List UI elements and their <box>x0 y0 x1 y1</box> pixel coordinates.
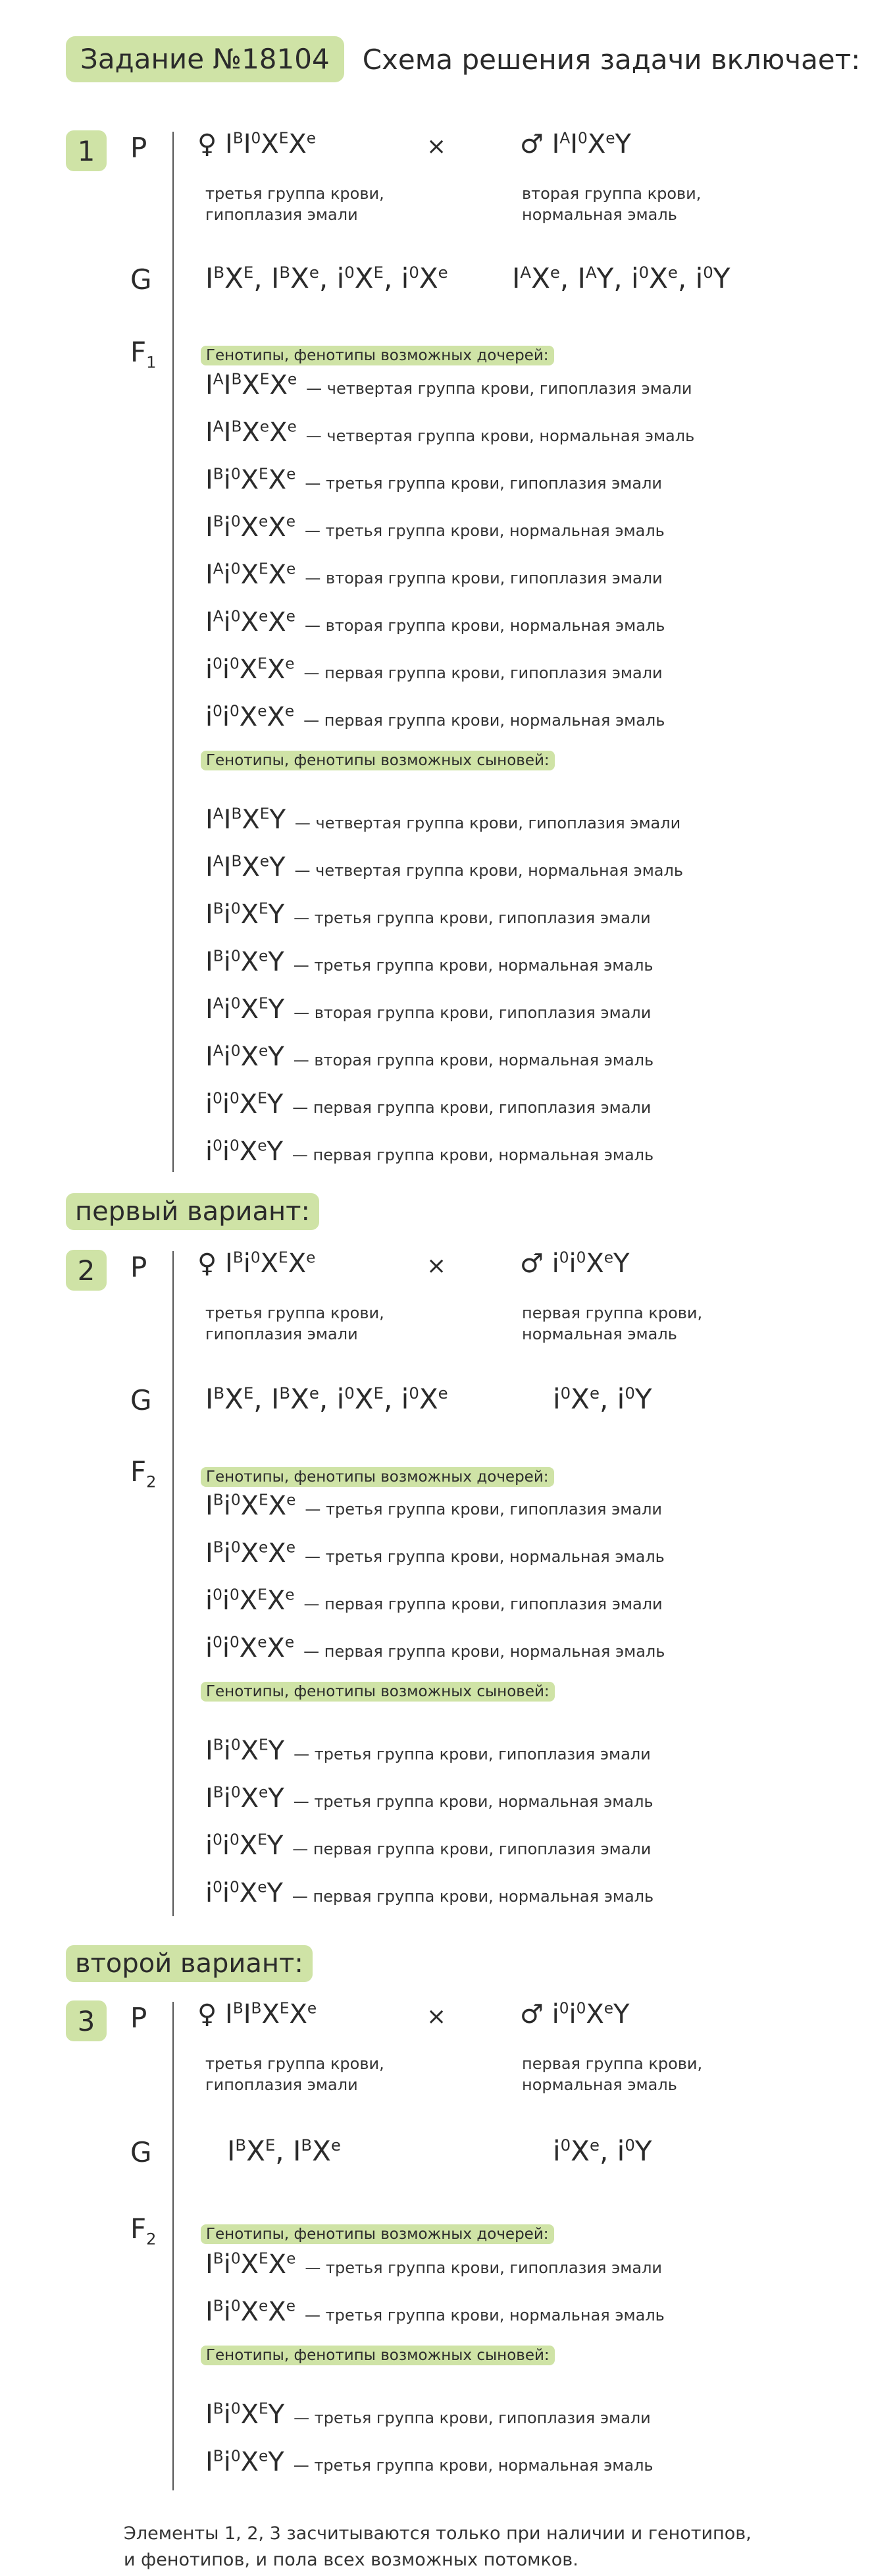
page-title: Схема решения задачи включает: <box>362 43 861 76</box>
offspring-genotype: $I^Bi^0X^EY$ <box>205 2400 285 2430</box>
parents-label: P <box>130 1251 147 1283</box>
offspring-genotype: $i^0i^0XeXe$ <box>205 702 295 732</box>
offspring-phenotype: — третья группа крови, нормальная эмаль <box>293 956 654 975</box>
offspring-phenotype: — третья группа крови, нормальная эмаль <box>304 2306 665 2324</box>
daughters-header: Генотипы, фенотипы возможных дочерей: <box>201 1467 554 1487</box>
offspring-phenotype: — вторая группа крови, гипоплазия эмали <box>305 569 663 587</box>
offspring-phenotype: — третья группа крови, гипоплазия эмали <box>294 2409 651 2427</box>
son-row <box>205 1831 651 1861</box>
gametes-label: G <box>130 2136 152 2168</box>
son-row <box>205 1783 654 1813</box>
offspring-genotype: $i^0i^0XeY$ <box>205 1137 283 1167</box>
offspring-phenotype: — вторая группа крови, нормальная эмаль <box>293 1051 654 1069</box>
female-phenotype: третья группа крови, гипоплазия эмали <box>205 1304 384 1343</box>
offspring-genotype: $I^AI^BXeY$ <box>205 852 286 882</box>
son-row <box>205 994 651 1025</box>
offspring-label-letter: F <box>130 2213 147 2245</box>
offspring-label <box>130 2213 156 2248</box>
element-number-badge: 3 <box>66 2000 107 2041</box>
sons-header: Генотипы, фенотипы возможных сыновей: <box>201 2346 555 2365</box>
male-parent <box>520 1248 629 1279</box>
male-gametes: $i^0Xe$, $i^0Y$ <box>553 1383 652 1415</box>
task-number-badge: Задание №18104 <box>66 36 344 82</box>
male-symbol-icon: ♂ <box>520 129 544 159</box>
offspring-genotype: $I^AI^BX^EXe$ <box>205 370 297 400</box>
male-gametes: $i^0Xe$, $i^0Y$ <box>553 2135 652 2167</box>
gametes-label: G <box>130 263 152 296</box>
male-phenotype: первая группа крови, нормальная эмаль <box>522 1304 703 1343</box>
son-row <box>205 1736 651 1766</box>
offspring-genotype: $i^0i^0X^EXe$ <box>205 1586 295 1616</box>
offspring-genotype: $I^AI^BX^EY$ <box>205 805 286 835</box>
vertical-divider <box>172 1251 174 1916</box>
male-parent <box>520 1999 629 2029</box>
element-number-badge: 2 <box>66 1250 107 1291</box>
son-row <box>205 1042 654 1072</box>
female-symbol-icon: ♀ <box>197 1999 217 2029</box>
female-genotype: $I^BI^BX^EXe$ <box>225 1999 317 2029</box>
female-symbol-icon: ♀ <box>197 129 217 159</box>
offspring-generation-index: 2 <box>146 2230 157 2249</box>
offspring-genotype: $I^Bi^0XeY$ <box>205 947 284 977</box>
daughter-row <box>205 2297 665 2327</box>
vertical-divider <box>172 2002 174 2490</box>
son-row <box>205 947 654 977</box>
son-row <box>205 805 680 835</box>
offspring-phenotype: — четвертая группа крови, гипоплазия эмали <box>306 379 692 398</box>
offspring-generation-index: 1 <box>146 353 157 372</box>
offspring-phenotype: — третья группа крови, нормальная эмаль <box>304 522 665 540</box>
offspring-phenotype: — третья группа крови, гипоплазия эмали <box>305 2259 663 2277</box>
offspring-phenotype: — четвертая группа крови, нормальная эмаль <box>305 427 695 445</box>
sons-header: Генотипы, фенотипы возможных сыновей: <box>201 1682 555 1702</box>
female-gametes: $I^BX^E$, $I^BXe$, $i^0X^E$, $i^0Xe$ <box>205 1383 448 1415</box>
daughter-row <box>205 607 665 637</box>
offspring-label <box>130 336 156 371</box>
offspring-genotype: $I^Bi^0X^EXe$ <box>205 465 296 495</box>
offspring-genotype: $i^0i^0X^EY$ <box>205 1089 284 1119</box>
female-phenotype: третья группа крови, гипоплазия эмали <box>205 184 384 224</box>
offspring-genotype: $i^0i^0XeXe$ <box>205 1633 295 1663</box>
offspring-label <box>130 1455 156 1491</box>
daughters-header: Генотипы, фенотипы возможных дочерей: <box>201 346 554 365</box>
daughters-header: Генотипы, фенотипы возможных дочерей: <box>201 2224 554 2244</box>
female-parent <box>197 1999 317 2029</box>
male-phenotype: первая группа крови, нормальная эмаль <box>522 2054 703 2094</box>
son-row <box>205 852 683 882</box>
offspring-phenotype: — третья группа крови, гипоплазия эмали <box>305 1500 663 1518</box>
header <box>66 36 860 82</box>
male-phenotype: вторая группа крови, нормальная эмаль <box>522 184 702 224</box>
daughter-row <box>205 560 663 590</box>
offspring-genotype: $I^Bi^0XeY$ <box>205 1783 284 1813</box>
cross-symbol: × <box>426 1252 447 1279</box>
offspring-phenotype: — первая группа крови, нормальная эмаль <box>292 1887 654 1906</box>
variant-label: второй вариант: <box>66 1945 313 1982</box>
offspring-phenotype: — первая группа крови, гипоплазия эмали <box>303 1595 663 1613</box>
footer-note: Элементы 1, 2, 3 засчитываются только при наличии и генотипов, и фенотипов, и пола всех возможных потомков. <box>124 2523 752 2570</box>
element-number-badge: 1 <box>66 130 107 171</box>
offspring-genotype: $I^Bi^0XeXe$ <box>205 2297 295 2327</box>
parents-label: P <box>130 2002 147 2034</box>
offspring-label-letter: F <box>130 1455 147 1488</box>
offspring-phenotype: — третья группа крови, гипоплазия эмали <box>294 1745 651 1763</box>
offspring-generation-index: 2 <box>146 1472 157 1491</box>
offspring-genotype: $I^Bi^0XeXe$ <box>205 1538 295 1569</box>
son-row <box>205 899 651 930</box>
female-parent <box>197 1248 315 1279</box>
offspring-genotype: $I^Ai^0XeY$ <box>205 1042 284 1072</box>
female-symbol-icon: ♀ <box>197 1248 217 1279</box>
male-genotype: $i^0i^0XeY$ <box>551 1999 630 2029</box>
cross-symbol: × <box>426 2003 447 2030</box>
male-symbol-icon: ♂ <box>520 1999 544 2029</box>
female-genotype: $I^BI^0X^EXe$ <box>225 129 317 159</box>
female-genotype: $I^Bi^0X^EXe$ <box>225 1248 316 1279</box>
offspring-phenotype: — четвертая группа крови, гипоплазия эмали <box>294 814 681 832</box>
son-row <box>205 2447 654 2477</box>
offspring-genotype: $i^0i^0XeY$ <box>205 1878 283 1908</box>
offspring-genotype: $i^0i^0X^EY$ <box>205 1831 284 1861</box>
offspring-phenotype: — третья группа крови, нормальная эмаль <box>304 1547 665 1566</box>
male-parent <box>520 129 631 159</box>
male-symbol-icon: ♂ <box>520 1248 544 1279</box>
gametes-label: G <box>130 1384 152 1416</box>
daughter-row <box>205 1586 663 1616</box>
male-genotype: $i^0i^0XeY$ <box>551 1248 630 1279</box>
daughter-row <box>205 655 663 685</box>
offspring-genotype: $I^Ai^0XeXe$ <box>205 607 295 637</box>
offspring-phenotype: — первая группа крови, гипоплазия эмали <box>292 1098 652 1117</box>
daughter-row <box>205 512 665 543</box>
offspring-genotype: $I^Bi^0X^EY$ <box>205 1736 285 1766</box>
offspring-phenotype: — третья группа крови, гипоплазия эмали <box>294 909 651 927</box>
offspring-genotype: $I^Ai^0X^EY$ <box>205 994 285 1025</box>
daughter-row <box>205 2249 662 2280</box>
offspring-genotype: $I^Bi^0XeY$ <box>205 2447 284 2477</box>
offspring-genotype: $I^Bi^0X^EXe$ <box>205 2249 296 2280</box>
offspring-phenotype: — третья группа крови, нормальная эмаль <box>293 2456 654 2475</box>
offspring-phenotype: — первая группа крови, гипоплазия эмали <box>292 1840 652 1858</box>
daughter-row <box>205 465 662 495</box>
daughter-row <box>205 1491 662 1521</box>
offspring-genotype: $I^Ai^0X^EXe$ <box>205 560 296 590</box>
offspring-phenotype: — третья группа крови, нормальная эмаль <box>293 1792 654 1811</box>
sons-header: Генотипы, фенотипы возможных сыновей: <box>201 751 555 770</box>
daughter-row <box>205 1633 665 1663</box>
female-phenotype: третья группа крови, гипоплазия эмали <box>205 2054 384 2094</box>
offspring-phenotype: — первая группа крови, нормальная эмаль <box>303 711 665 730</box>
offspring-phenotype: — четвертая группа крови, нормальная эмаль <box>294 861 683 880</box>
offspring-phenotype: — первая группа крови, нормальная эмаль <box>292 1146 654 1164</box>
offspring-genotype: $I^AI^BXeXe$ <box>205 417 297 448</box>
female-gametes: $I^BX^E$, $I^BXe$ <box>227 2135 341 2167</box>
daughter-row <box>205 370 692 400</box>
vertical-divider <box>172 132 174 1172</box>
offspring-label-letter: F <box>130 336 147 368</box>
female-gametes: $I^BX^E$, $I^BXe$, $i^0X^E$, $i^0Xe$ <box>205 262 448 294</box>
son-row <box>205 1089 651 1119</box>
son-row <box>205 1137 654 1167</box>
offspring-phenotype: — вторая группа крови, гипоплазия эмали <box>294 1004 652 1022</box>
male-gametes: $I^AXe$, $I^AY$, $i^0Xe$, $i^0Y$ <box>512 262 731 294</box>
offspring-genotype: $I^Bi^0XeXe$ <box>205 512 295 543</box>
female-parent <box>197 129 316 159</box>
son-row <box>205 2400 651 2430</box>
offspring-phenotype: — третья группа крови, гипоплазия эмали <box>305 474 663 493</box>
variant-label: первый вариант: <box>66 1193 319 1230</box>
daughter-row <box>205 702 665 732</box>
son-row <box>205 1878 654 1908</box>
offspring-phenotype: — вторая группа крови, нормальная эмаль <box>304 616 665 635</box>
daughter-row <box>205 1538 665 1569</box>
offspring-genotype: $I^Bi^0X^EY$ <box>205 899 285 930</box>
cross-symbol: × <box>426 133 447 160</box>
offspring-genotype: $i^0i^0X^EXe$ <box>205 655 295 685</box>
offspring-phenotype: — первая группа крови, нормальная эмаль <box>303 1642 665 1661</box>
offspring-phenotype: — первая группа крови, гипоплазия эмали <box>303 664 663 682</box>
parents-label: P <box>130 132 147 164</box>
male-genotype: $I^AI^0XeY$ <box>551 129 631 159</box>
daughter-row <box>205 417 694 448</box>
offspring-genotype: $I^Bi^0X^EXe$ <box>205 1491 296 1521</box>
